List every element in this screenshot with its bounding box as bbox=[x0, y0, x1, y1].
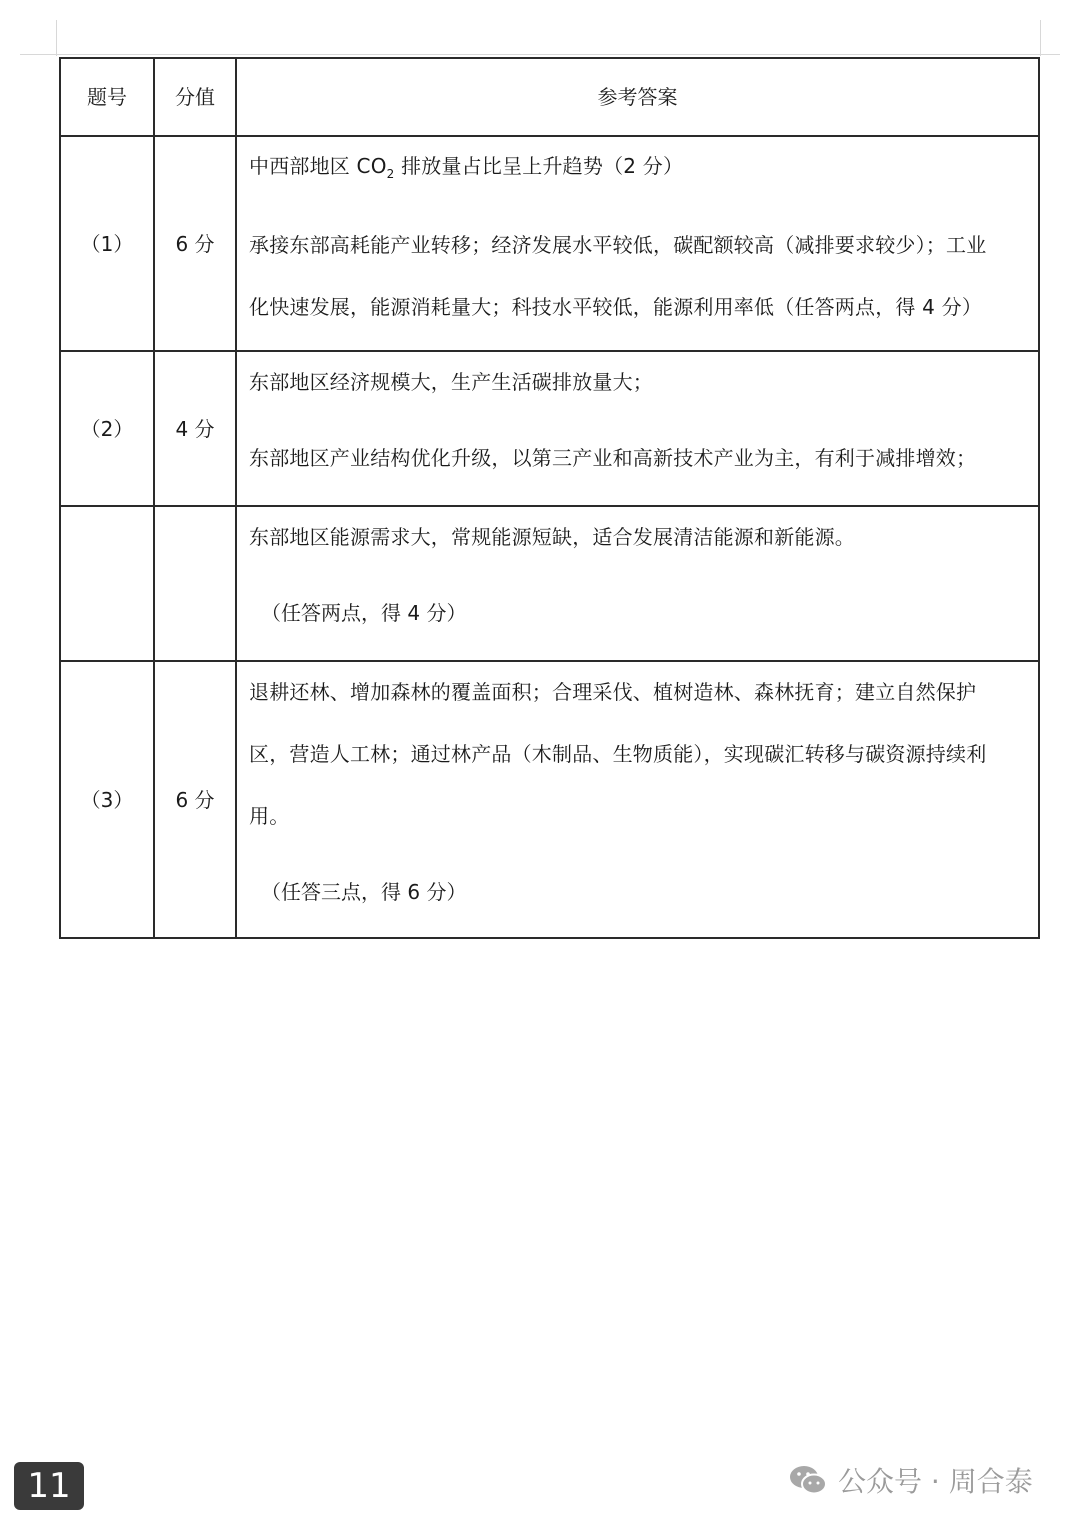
table-row bbox=[60, 136, 1039, 351]
score-value: 6 分 bbox=[154, 136, 236, 351]
page-left-guide bbox=[56, 20, 57, 56]
question-number: （2） bbox=[60, 351, 154, 506]
answer-line: 东部地区能源需求大，常规能源短缺，适合发展清洁能源和新能源。 bbox=[249, 525, 855, 549]
table-row bbox=[60, 661, 1039, 938]
answer-line: 化快速发展，能源消耗量大；科技水平较低，能源利用率低（任答两点，得 4 分） bbox=[249, 295, 983, 320]
scoring-note: （任答两点，得 4 分） bbox=[261, 601, 467, 625]
header-reference-answer: 参考答案 bbox=[236, 58, 1039, 136]
answer-line: 中西部地区 $CO_2$ 排放量占比呈上升趋势（2 分） bbox=[249, 154, 684, 181]
score-value: 6 分 bbox=[154, 661, 236, 938]
answer-cell bbox=[236, 136, 1039, 351]
watermark-text: 公众号 · 周合泰 bbox=[838, 1465, 1033, 1498]
answer-line: 承接东部高耗能产业转移；经济发展水平较低，碳配额较高（减排要求较少）；工业 bbox=[249, 233, 987, 258]
table-row bbox=[60, 506, 1039, 661]
table-header-row bbox=[60, 58, 1039, 136]
scoring-note: （任答三点，得 6 分） bbox=[261, 880, 467, 904]
answer-line: 东部地区经济规模大，生产生活碳排放量大； bbox=[249, 370, 653, 394]
answer-line: 退耕还林、增加森林的覆盖面积；合理采伐、植树造林、森林抚育；建立自然保护 bbox=[249, 680, 977, 704]
watermark bbox=[788, 1458, 1033, 1502]
header-question-number: 题号 bbox=[60, 58, 154, 136]
score-value bbox=[154, 506, 236, 661]
question-number: （3） bbox=[60, 661, 154, 938]
question-number: （1） bbox=[60, 136, 154, 351]
question-number bbox=[60, 506, 154, 661]
page-number-badge: 11 bbox=[14, 1462, 84, 1510]
subscript: 2 bbox=[386, 167, 395, 181]
answer-line: 东部地区产业结构优化升级，以第三产业和高新技术产业为主，有利于减排增效； bbox=[249, 446, 977, 470]
score-value: 4 分 bbox=[154, 351, 236, 506]
answer-table bbox=[59, 57, 1040, 939]
page-top-guide bbox=[20, 54, 1060, 55]
answer-line: 区，营造人工林；通过林产品（木制品、生物质能），实现碳汇转移与碳资源持续利 bbox=[249, 742, 987, 766]
header-score: 分值 bbox=[154, 58, 236, 136]
answer-cell bbox=[236, 661, 1039, 938]
answer-cell bbox=[236, 506, 1039, 661]
page-right-guide bbox=[1040, 20, 1041, 56]
table-row bbox=[60, 351, 1039, 506]
answer-line: 用。 bbox=[249, 804, 290, 828]
answer-cell bbox=[236, 351, 1039, 506]
wechat-icon bbox=[788, 1463, 828, 1497]
